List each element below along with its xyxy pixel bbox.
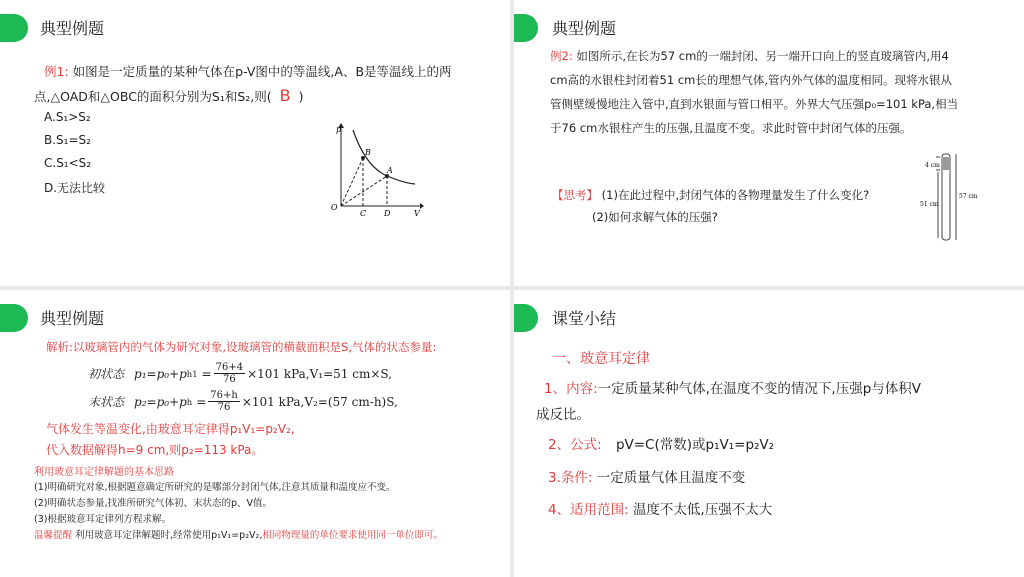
initial-state-equation: 初状态 p₁=p₀+p h1 = $\frac{76+4}{76}$ ×101 kPa,V₁=51 cm×S,	[88, 362, 392, 385]
summary-item-4	[548, 498, 772, 518]
method-step-1: (1)明确研究对象,根据题意确定所研究的是哪部分封闭气体,注意其质量和温度应不变。	[34, 482, 396, 493]
pv-isotherm-graph	[325, 120, 425, 220]
item2-text: pV=C(常数)或p₁V₁=p₂V₂	[615, 437, 775, 453]
title-tab-marker	[514, 304, 538, 332]
item1-text: 一定质量某种气体,在温度不变的情况下,压强p与体积V	[597, 381, 922, 397]
label-4cm: 4 cm	[925, 162, 940, 169]
item1-text-cont: 成反比。	[536, 407, 590, 423]
panel-title: 典型例题	[40, 19, 105, 38]
initial-state-label: 初状态	[88, 367, 125, 381]
question-line-1	[44, 62, 452, 80]
tip-line	[34, 527, 443, 541]
initial-frac-den: 76	[222, 374, 236, 385]
initial-eq-sub: h1	[186, 368, 198, 379]
label-a: A	[387, 166, 393, 175]
method-step-3: (3)根据玻意耳定律列方程求解。	[34, 514, 171, 525]
method-title: 利用玻意耳定律解题的基本思路	[34, 467, 174, 478]
example2-label: 例2:	[550, 49, 573, 63]
item4-text: 温度不太低,压强不太大	[632, 502, 773, 518]
tip-text: 利用玻意耳定律解题时,经常使用p₁V₁=p₂V₂,	[75, 530, 263, 541]
tip-label: 温馨提醒	[34, 530, 73, 541]
initial-fraction	[214, 362, 245, 385]
final-eq-left: p₂=p₀+p	[134, 394, 187, 409]
think-question-2: (2)如何求解气体的压强?	[592, 210, 718, 224]
summary-item-3	[548, 466, 745, 486]
question-text-1: 如图是一定质量的某种气体在p-V图中的等温线,A、B是等温线上的两	[72, 64, 452, 79]
analysis-intro: 解析:以玻璃管内的气体为研究对象,设玻璃管的横截面积是S,气体的状态参量:	[46, 340, 437, 354]
item3-label: 3.条件:	[548, 470, 593, 486]
think-label: 【思考】	[552, 188, 598, 202]
final-state-label: 末状态	[88, 395, 125, 409]
glass-tube-diagram	[914, 148, 984, 246]
slide-panel-example1	[0, 0, 510, 286]
slide-panel-example2	[514, 0, 1024, 286]
example2-line-2: cm高的水银柱封闭着51 cm长的理想气体,管内外气体的温度相同。现将水银从	[550, 73, 952, 87]
panel-title: 课堂小结	[552, 309, 617, 328]
slide-panel-summary	[514, 290, 1024, 577]
label-v: V	[414, 209, 420, 218]
answer-mark: B	[279, 86, 291, 105]
label-p: p	[336, 125, 342, 134]
conclusion-2: 代入数据解得h=9 cm,则p₂=113 kPa。	[46, 443, 264, 457]
question-label: 例1:	[44, 64, 69, 79]
option-d: D.无法比较	[44, 181, 106, 195]
final-eq-right: ×101 kPa,V₂=(57 cm-h)S,	[241, 394, 398, 409]
panel-title: 典型例题	[40, 309, 105, 328]
label-d: D	[384, 209, 391, 218]
item2-label: 2、公式:	[548, 437, 602, 453]
think-line-1	[552, 187, 869, 203]
line-ob	[341, 158, 363, 206]
slide-panel-solution	[0, 290, 510, 577]
title-tab-marker	[0, 304, 28, 332]
final-fraction	[208, 390, 240, 413]
tip-red-text: 相同物理量的单位要求使用同一单位即可。	[262, 530, 443, 541]
initial-eq-left: p₁=p₀+p	[134, 366, 187, 381]
example2-line-1	[550, 48, 949, 64]
item3-text: 一定质量气体且温度不变	[596, 470, 746, 486]
label-o: O	[331, 203, 338, 212]
option-b: B.S₁=S₂	[44, 133, 91, 147]
label-b: B	[365, 148, 371, 157]
conclusion-1: 气体发生等温变化,由玻意耳定律得p₁V₁=p₂V₂,	[46, 422, 295, 436]
label-57cm: 57 cm	[959, 193, 978, 200]
v-axis-arrow	[420, 203, 424, 209]
label-51cm: 51 cm	[920, 201, 939, 208]
question-text-2: 点,△OAD和△OBC的面积分别为S₁和S₂,则(	[34, 89, 272, 104]
example2-text-1: 如图所示,在长为57 cm的一端封闭、另一端开口向上的竖直玻璃管内,用4	[576, 49, 949, 63]
mercury-column	[943, 157, 949, 170]
final-frac-num: 76+h	[210, 390, 238, 401]
example2-line-3: 管侧壁缓慢地注入管中,直到水银面与管口相平。外界大气压强p₀=101 kPa,相当	[550, 97, 959, 111]
final-eq-sub: h	[186, 396, 193, 407]
title-tab-marker	[0, 14, 28, 42]
example2-line-4: 于76 cm水银柱产生的压强,且温度不变。求此时管中封闭气体的压强。	[550, 121, 912, 135]
summary-item-2	[548, 433, 774, 453]
question-line-2	[34, 86, 304, 105]
initial-eq-right: ×101 kPa,V₁=51 cm×S,	[247, 366, 392, 381]
summary-heading: 一、玻意耳定律	[552, 351, 650, 367]
item4-label: 4、适用范围:	[548, 502, 629, 518]
item1-label: 1、内容:	[544, 381, 598, 397]
final-frac-den: 76	[217, 402, 231, 413]
option-a: A.S₁>S₂	[44, 110, 91, 124]
think-question-1: (1)在此过程中,封闭气体的各物理量发生了什么变化?	[601, 188, 870, 202]
initial-frac-num: 76+4	[215, 362, 244, 373]
final-state-equation: 末状态 p₂=p₀+p h = $\frac{76+h}{76}$ ×101 kPa,V₂=(57 cm-h)S,	[88, 390, 398, 413]
summary-item-1	[544, 377, 921, 397]
panel-title: 典型例题	[552, 19, 617, 38]
question-end: )	[298, 89, 304, 104]
title-tab-marker	[514, 14, 538, 42]
label-c: C	[360, 209, 367, 218]
method-step-2: (2)明确状态参量,找准所研究气体初、末状态的p、V值。	[34, 498, 273, 509]
option-c: C.S₁<S₂	[44, 156, 92, 170]
